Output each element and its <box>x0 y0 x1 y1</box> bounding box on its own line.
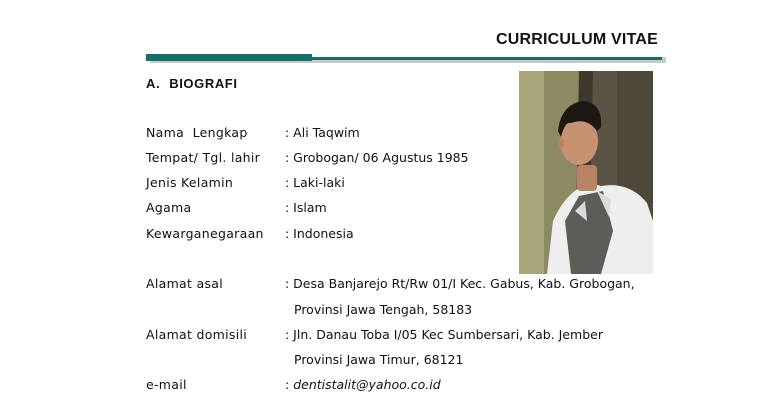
field-label: Alamat asal <box>146 276 223 291</box>
field-label: Alamat domisili <box>146 327 248 342</box>
field-label: Kewarganegaraan <box>146 226 264 241</box>
header-divider <box>146 53 666 65</box>
field-value: : Desa Banjarejo Rt/Rw 01/I Kec. Gabus, Kab. Grobogan, <box>285 276 635 291</box>
field-label: Tempat/ Tgl. lahir <box>146 150 261 165</box>
divider-thin-segment <box>312 57 662 60</box>
field-value: : Jln. Danau Toba I/05 Kec Sumbersari, Kab. Jember <box>285 327 603 342</box>
field-value <box>285 376 441 394</box>
field-label: e-mail <box>146 377 187 392</box>
email-link[interactable]: dentistalit@yahoo.co.id <box>293 377 441 392</box>
field-label: Jenis Kelamin <box>146 175 234 190</box>
cv-title: CURRICULUM VITAE <box>495 31 658 48</box>
field-value: : Islam <box>285 200 327 215</box>
section-title: BIOGRAFI <box>169 76 238 91</box>
field-label: Agama <box>146 200 192 215</box>
field-value: : Laki-laki <box>285 175 345 190</box>
profile-photo-image <box>519 71 653 274</box>
profile-photo <box>519 71 653 274</box>
divider-thick-segment <box>146 54 312 61</box>
section-heading <box>146 76 238 91</box>
field-value: : Ali Taqwim <box>285 125 360 140</box>
field-alamat-domisili-continuation: Provinsi Jawa Timur, 68121 <box>294 352 464 367</box>
field-label: Nama Lengkap <box>146 125 248 140</box>
field-value: : Indonesia <box>285 226 354 241</box>
field-value: : Grobogan/ 06 Agustus 1985 <box>285 150 469 165</box>
section-number: A. <box>146 76 161 91</box>
field-alamat-asal-continuation: Provinsi Jawa Tengah, 58183 <box>294 302 473 317</box>
email-prefix: : <box>285 377 294 392</box>
